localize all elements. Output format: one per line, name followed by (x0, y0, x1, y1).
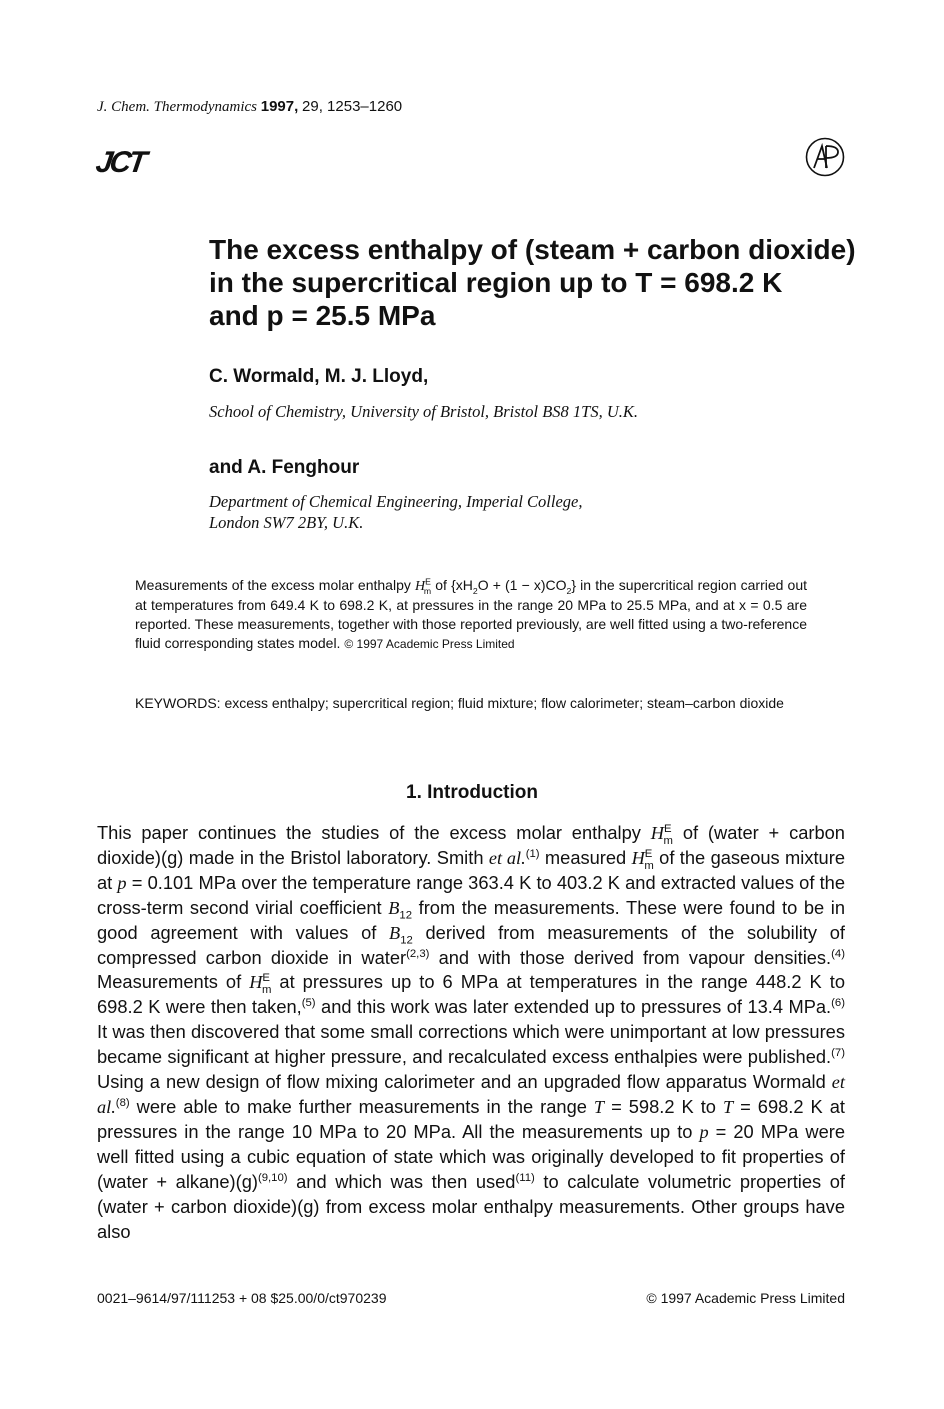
text-span: (7) (831, 1047, 845, 1060)
affiliation-1 (209, 401, 638, 422)
text-span: (5) (301, 997, 316, 1010)
abstract (135, 576, 807, 654)
abstract-text: O + (1 − x)CO (477, 577, 567, 593)
title-line-3: and p = 25.5 MPa (209, 300, 436, 331)
journal-year: 1997, (260, 98, 299, 115)
affiliation-2-line-2: London SW7 2BY, U.K. (209, 513, 364, 532)
text-span: p (117, 872, 127, 893)
title-line-1: The excess enthalpy of (steam + carbon dioxide) (209, 234, 856, 265)
text-span: (9,10) (257, 1171, 288, 1184)
affiliation-2-line-1: Department of Chemical Engineering, Imperial College, (209, 492, 583, 511)
text-span: (2,3) (406, 947, 430, 960)
jct-logo: JCT (93, 146, 147, 179)
text-span: m (663, 834, 673, 847)
author-names-2: and A. Fenghour (209, 457, 360, 478)
text-span: H (631, 847, 645, 868)
text-span: at pressures up to 6 MPa at temperatures in the range 448.2 K to 698.2 K were then taken, (97, 971, 845, 1018)
section-heading: 1. Introduction (406, 782, 538, 803)
affiliation-2 (209, 491, 582, 533)
text-span: Using a new design of flow mixing calorimeter and an upgraded flow apparatus Wormald (97, 1071, 832, 1093)
text-span: T (593, 1096, 605, 1117)
text-span: H (650, 823, 664, 843)
article-title (209, 233, 859, 332)
text-span: B (389, 922, 401, 943)
text-span: (11) (515, 1171, 535, 1184)
footer-issn: 0021–9614/97/111253 + 08 $25.00/0/ct970239 (97, 1290, 387, 1306)
abstract-text: } in the supercritical region carried out at temperatures from 649.4 K to 698.2 K, at pressures in the range 20 MPa to 25.5 MPa, and at x = 0.5 are reported. These measurements, together with those reported previously, are well fitted using a two-reference fluid corresponding states model. (135, 577, 808, 651)
symbol-H: H (414, 579, 426, 594)
academic-press-logo (805, 137, 845, 177)
text-span: Measurements of (97, 971, 250, 993)
text-span: (6) (831, 997, 845, 1010)
text-span: were able to make further measurements in the range (129, 1095, 594, 1117)
text-span: This paper continues the studies of the excess molar enthalpy (97, 822, 651, 843)
text-span: and this work was later extended up to pressures of 13.4 MPa. (315, 996, 832, 1018)
title-line-2: in the supercritical region up to T = 698.2 K (209, 267, 783, 298)
keywords-label: KEYWORDS: (135, 695, 221, 711)
journal-volume-pages: 29, 1253–1260 (302, 98, 403, 115)
text-span: = 0.101 MPa over the temperature range 363.4 K to 403.2 K and extracted values of the cross-term second virial coefficient (97, 871, 845, 918)
script-mark: E (425, 576, 431, 587)
journal-citation (97, 98, 402, 116)
text-span: of (water + carbon dioxide)(g) made in the Bristol laboratory. Smith (97, 822, 845, 868)
text-span: m (644, 859, 654, 872)
abstract-text: Measurements of the excess molar enthalpy (135, 577, 415, 593)
text-span: derived from measurements of the solubility of compressed carbon dioxide in water (97, 921, 845, 968)
text-span: and with those derived from vapour densities. (429, 946, 832, 968)
text-span: B (388, 897, 400, 918)
text-span: 12 (400, 934, 413, 947)
text-span: et al. (488, 847, 526, 868)
text-span: (4) (831, 947, 845, 960)
intro-paragraph (97, 821, 845, 1244)
text-span: measured (539, 846, 632, 868)
abstract-copyright: © 1997 Academic Press Limited (344, 637, 515, 651)
text-span: from the measurements. These were found to be in good agreement with values of (97, 896, 846, 943)
text-span: 12 (399, 909, 413, 922)
text-span: of the gaseous mixture at (97, 846, 845, 893)
text-span: and which was then used (287, 1170, 516, 1192)
abstract-text: of {xH (431, 577, 473, 593)
text-span: H (249, 972, 263, 993)
text-span: T (722, 1096, 734, 1117)
footer-copyright: © 1997 Academic Press Limited (646, 1290, 845, 1306)
text-span: to calculate volumetric properties of (water + carbon dioxide)(g) from excess molar enthalpy measurements. Other groups have also (97, 1170, 845, 1242)
text-span: (8) (115, 1096, 130, 1109)
keywords-text: excess enthalpy; supercritical region; fluid mixture; flow calorimeter; steam–carbon dioxide (224, 695, 784, 711)
text-span: (1) (525, 847, 540, 860)
script-mark: m (423, 585, 432, 596)
author-names-1: C. Wormald, M. J. Lloyd, (209, 366, 429, 387)
text-span: = 698.2 K at pressures in the range 10 MPa to 20 MPa. All the measurements up to (97, 1095, 845, 1142)
script-mark: 2 (472, 585, 478, 596)
text-span: E (663, 822, 672, 835)
script-mark: 2 (566, 585, 572, 596)
keywords (135, 694, 807, 713)
text-span: E (262, 972, 270, 985)
text-span: et al. (97, 1072, 845, 1117)
text-span: m (261, 984, 272, 997)
text-span: = 20 MPa were well fitted using a cubic equation of state which was originally developed to fit properties of (water + alkane)(g) (97, 1120, 845, 1192)
text-span: = 598.2 K to (604, 1095, 723, 1117)
text-span: p (699, 1121, 709, 1142)
journal-name: J. Chem. Thermodynamics (97, 99, 257, 115)
affiliation-1-line-1: School of Chemistry, University of Bristol, Bristol BS8 1TS, U.K. (209, 402, 638, 421)
text-span: It was then discovered that some small corrections which were unimportant at low pressures became significant at higher pressure, and recalculated excess enthalpies were published. (97, 1021, 845, 1068)
text-span: E (644, 847, 653, 860)
